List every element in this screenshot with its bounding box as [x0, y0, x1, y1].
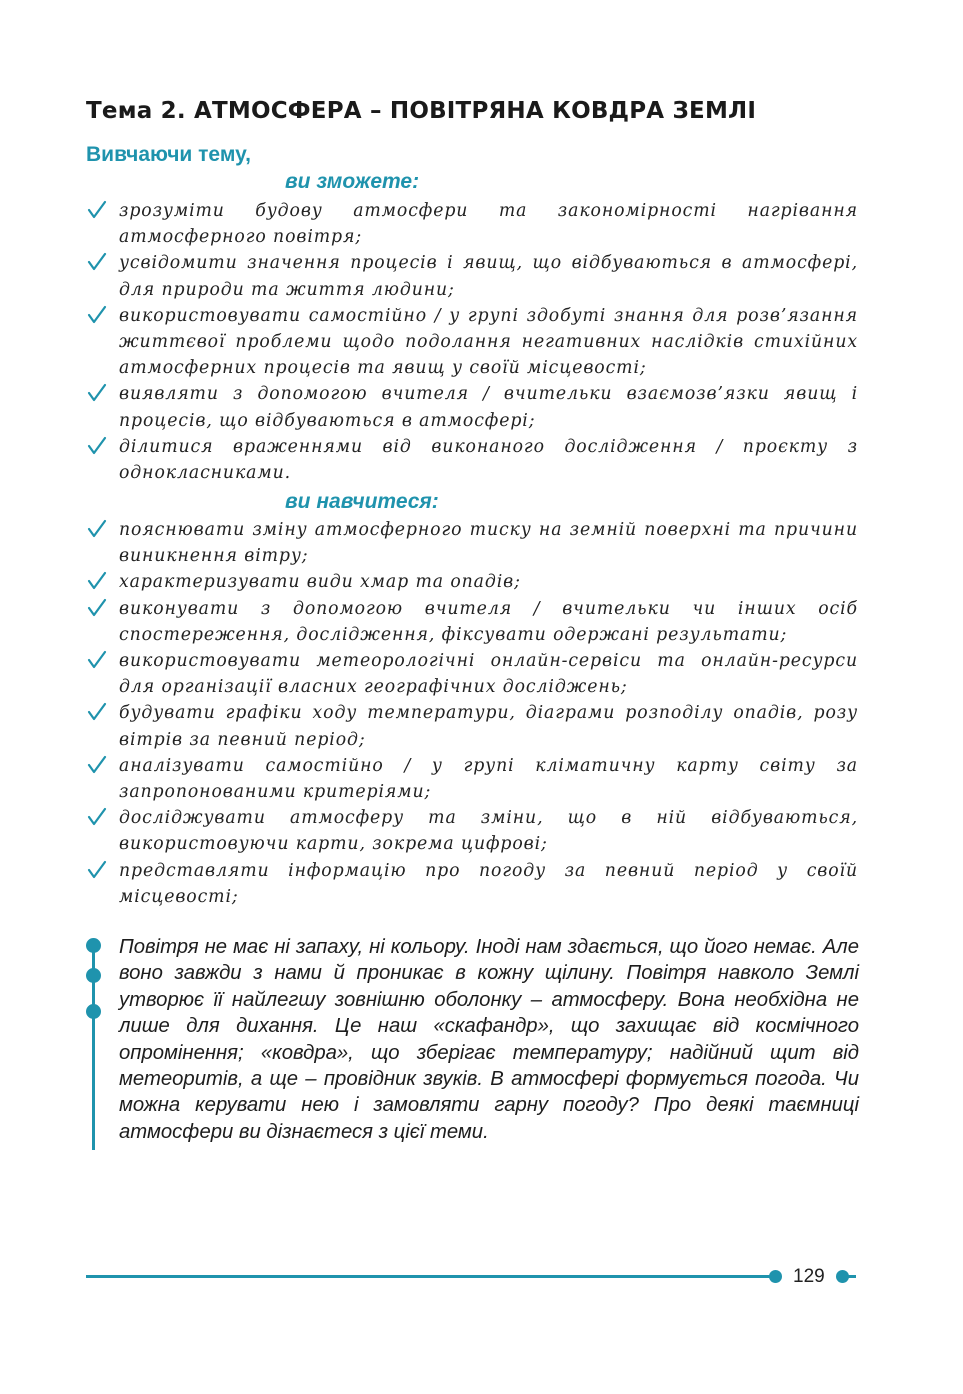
checkmark-icon [86, 434, 108, 460]
intro-block [82, 930, 862, 1152]
dot-icon [769, 1270, 782, 1283]
checkmark-icon [86, 700, 108, 726]
footer-rule-end [846, 1275, 856, 1278]
section-learn-heading: ви навчитеся: [285, 490, 439, 513]
checkmark-icon [86, 250, 108, 276]
checkmark-icon [86, 753, 108, 779]
footer-rule [86, 1275, 776, 1278]
checkmark-icon [86, 198, 108, 224]
list-item [86, 381, 858, 433]
list-item [86, 700, 858, 752]
list-item-text: аналізувати самостійно / у групі кліматичну карту світу за запропонованими критеріями; [119, 755, 858, 803]
list-item-text: ділитися враженнями від виконаного дослідження / проєкту з однокласниками. [119, 436, 858, 484]
list-item-text: пояснювати зміну атмосферного тиску на земній поверхні та причини виникнення вітру; [119, 520, 858, 567]
dot-icon [86, 1004, 101, 1019]
list-item [86, 753, 858, 805]
dot-icon [86, 938, 101, 953]
list-item-text: виконувати з допомогою вчителя / вчительки чи інших осіб спостереження, дослідження, фіксувати одержані результати; [119, 598, 858, 645]
list-item-text: досліджувати атмосферу та зміни, що в ній відбуваються, використовуючи карти, зокрема цифрові; [119, 808, 858, 855]
list-item-text: використовувати метеорологічні онлайн-сервіси та онлайн-ресурси для організації власних географічних досліджень; [119, 651, 858, 698]
checkmark-icon [86, 569, 108, 595]
list-item-text: усвідомити значення процесів і явищ, що відбуваються в атмосфері, для природи та життя людини; [119, 253, 858, 300]
list-item-text: характеризувати види хмар та опадів; [119, 572, 521, 593]
list-item [86, 569, 858, 595]
list-item [86, 517, 858, 569]
list-item-text: зрозуміти будову атмосфери та закономірності нагрівання атмосферного повітря; [119, 201, 858, 248]
study-label: Вивчаючи тему, [86, 143, 252, 166]
list-item [86, 648, 858, 700]
checkmark-icon [86, 303, 108, 329]
checkmark-icon [86, 517, 108, 543]
list-item [86, 198, 858, 250]
checkmark-icon [86, 596, 108, 622]
section-able-heading: ви зможете: [285, 170, 420, 193]
list-item [86, 805, 858, 857]
intro-paragraph: Повітря не має ні запаху, ні кольору. Іноді нам здається, що його немає. Але воно завжди з нами й проникає в кожну щілину. Повітря навколо Землі утворює її найлегшу зовнішню оболонку – атмосферу. Вона необхідна не лише для дихання. Це наш «скафандр», що захищає від космічного опромінення; «ковдра», що зберігає температуру; надійний щит від метеоритів, а ще – провідник звуків. В атмосфері формується погода. Чи можна керувати нею і замовляти гарну погоду? Про деякі таємниці атмосфери ви дізнаєтеся з цієї теми. [119, 936, 859, 1143]
page-number: 129 [793, 1266, 825, 1287]
list-item [86, 434, 858, 486]
list-item-text: представляти інформацію про погоду за певний період у своїй місцевості; [119, 860, 858, 907]
checkmark-icon [86, 805, 108, 831]
list-item [86, 596, 858, 648]
dot-icon [86, 968, 101, 983]
list-item [86, 858, 858, 910]
list-item-text: використовувати самостійно / у групі здобуті знання для розв’язання життєвої проблеми щодо подолання негативних наслідків стихійних атмосферних процесів та явищ у своїй місцевості; [119, 305, 858, 379]
checkmark-icon [86, 648, 108, 674]
objectives-able-list [86, 198, 858, 486]
list-item [86, 303, 858, 382]
checkmark-icon [86, 381, 108, 407]
checkmark-icon [86, 858, 108, 884]
list-item [86, 250, 858, 302]
list-item-text: виявляти з допомогою вчителя / вчительки взаємозв’язки явищ і процесів, що відбуваються в атмосфері; [119, 384, 858, 431]
objectives-learn-list [86, 517, 858, 910]
page-title: Тема 2. АТМОСФЕРА – ПОВІТРЯНА КОВДРА ЗЕМЛІ [86, 98, 757, 124]
list-item-text: будувати графіки ходу температури, діаграми розподілу опадів, розу вітрів за певний період; [119, 703, 858, 750]
